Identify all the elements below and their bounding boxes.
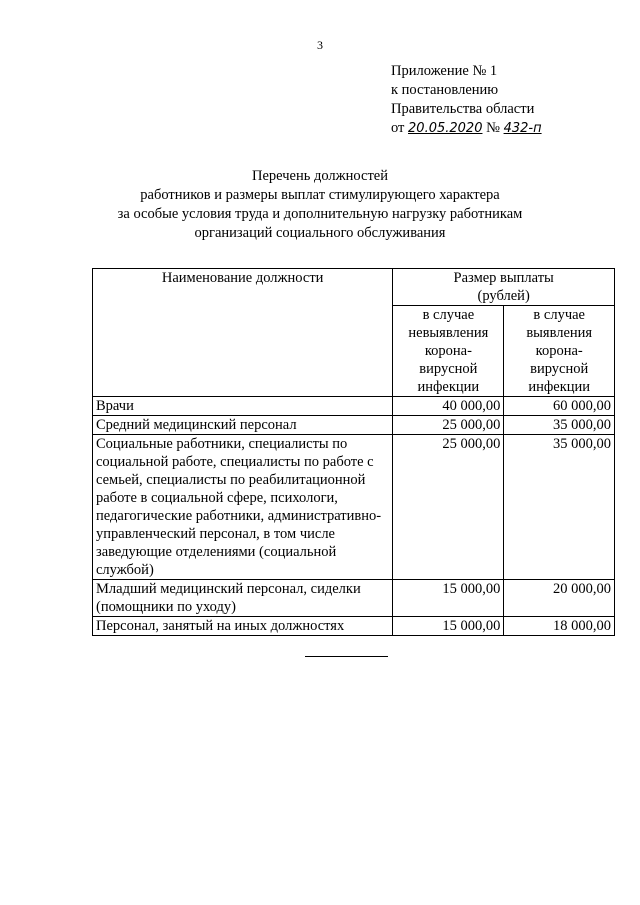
title-line-4: организаций социального обслуживания <box>194 225 446 241</box>
row-position: Персонал, занятый на иных должностях <box>93 617 393 636</box>
appendix-date-line <box>391 119 542 138</box>
page-number: 3 <box>317 38 323 52</box>
appendix-line-3: Правительства области <box>391 101 535 117</box>
table-row <box>93 416 615 435</box>
row-not-detected: 25 000,00 <box>393 435 504 580</box>
date-prefix: от <box>391 120 405 136</box>
end-divider <box>305 656 388 657</box>
header-detected: в случае выявления корона-вирусной инфекции <box>504 306 615 397</box>
handwritten-number: 432-п <box>503 121 542 136</box>
table-header-row <box>93 269 615 306</box>
row-position: Социальные работники, специалисты по социальной работе, специалисты по работе с семьей, специалисты по реабилитационной работе в социальной сфере, психологи, педагогические работники, административно-управленческий персонал, в том числе заведующие отделениями (социальной службой) <box>93 435 393 580</box>
appendix-line-1: Приложение № 1 <box>391 63 498 79</box>
appendix-line-2: к постановлению <box>391 82 499 98</box>
title-line-1: Перечень должностей <box>252 168 388 184</box>
row-detected: 18 000,00 <box>504 617 615 636</box>
header-position: Наименование должности <box>93 269 393 397</box>
appendix-block <box>391 62 542 138</box>
row-detected: 35 000,00 <box>504 416 615 435</box>
row-not-detected: 40 000,00 <box>393 397 504 416</box>
header-payment-size <box>393 269 615 306</box>
row-not-detected: 25 000,00 <box>393 416 504 435</box>
header-not-detected: в случае невыявления корона-вирусной инфекции <box>393 306 504 397</box>
document-title <box>0 167 640 243</box>
table-row <box>93 435 615 580</box>
row-position: Средний медицинский персонал <box>93 416 393 435</box>
header-unit: (рублей) <box>477 288 530 304</box>
handwritten-date: 20.05.2020 <box>408 121 483 136</box>
row-not-detected: 15 000,00 <box>393 580 504 617</box>
title-line-3: за особые условия труда и дополнительную нагрузку работникам <box>117 206 523 222</box>
row-position: Младший медицинский персонал, сиделки (помощники по уходу) <box>93 580 393 617</box>
table-row <box>93 397 615 416</box>
row-detected: 20 000,00 <box>504 580 615 617</box>
row-position: Врачи <box>93 397 393 416</box>
header-payment-label: Размер выплаты <box>453 270 554 286</box>
payments-table <box>92 268 615 636</box>
title-line-2: работников и размеры выплат стимулирующего характера <box>140 187 500 203</box>
row-detected: 35 000,00 <box>504 435 615 580</box>
row-not-detected: 15 000,00 <box>393 617 504 636</box>
table-row <box>93 617 615 636</box>
number-prefix: № <box>486 120 500 136</box>
row-detected: 60 000,00 <box>504 397 615 416</box>
table-row <box>93 580 615 617</box>
